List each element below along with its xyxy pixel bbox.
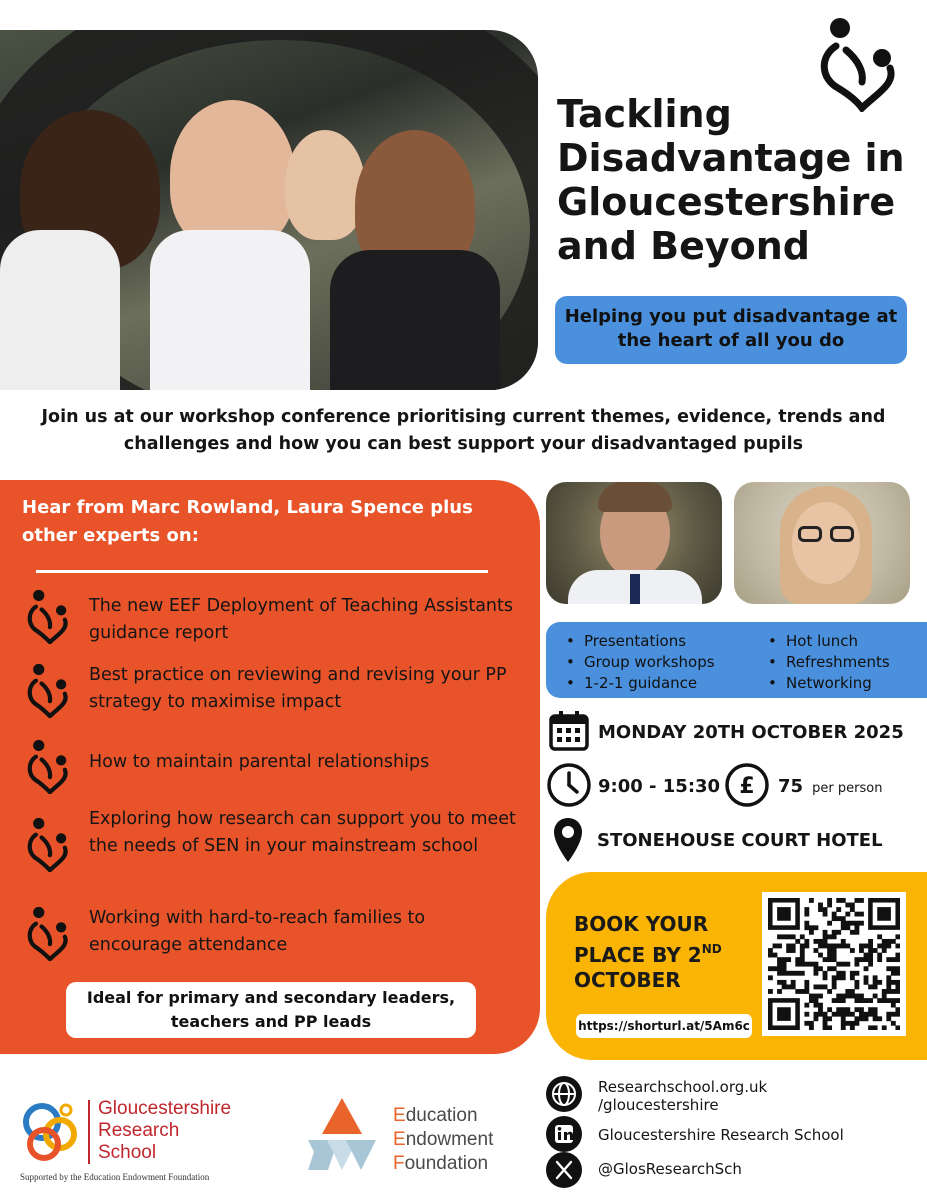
topic-item: Working with hard-to-reach families to encourage attendance [89, 908, 426, 955]
event-time: 9:00 - 15:30 [598, 776, 721, 797]
booking-link[interactable]: https://shorturl.at/5Am6c [576, 1014, 752, 1038]
eef-name-line [393, 1128, 493, 1152]
grs-divider [88, 1100, 90, 1164]
topic-item: Exploring how research can support you to meet the needs of SEN in your mainstream school [89, 809, 516, 856]
intro-text: Join us at our workshop conference prioritising current themes, evidence, trends and challenges and how you can best support your disadvantaged pupils [41, 407, 886, 454]
eef-name-line [393, 1152, 493, 1176]
topic-item: The new EEF Deployment of Teaching Assistants guidance report [89, 596, 514, 643]
website-link[interactable] [598, 1078, 767, 1114]
topic-item: How to maintain parental relationships [89, 752, 430, 772]
eef-name-line [393, 1104, 493, 1128]
price-suffix: per person [812, 781, 883, 796]
website-line: Researchschool.org.uk [598, 1078, 768, 1096]
qr-code[interactable] [762, 892, 906, 1036]
linkedin-link[interactable]: Gloucestershire Research School [598, 1126, 844, 1144]
heart-people-icon [24, 662, 74, 718]
grs-name-line: Research [98, 1120, 180, 1141]
event-price [778, 776, 882, 797]
eef-initial: E [393, 1129, 406, 1150]
heart-people-icon [24, 588, 74, 644]
booking-line [574, 937, 764, 968]
feature-item: • Presentations [566, 631, 756, 652]
globe-icon[interactable] [546, 1076, 582, 1112]
x-link[interactable]: @GlosResearchSch [598, 1160, 742, 1178]
features-list-left [566, 631, 756, 694]
website-line: /gloucestershire [598, 1096, 719, 1114]
eef-initial: E [393, 1105, 406, 1126]
features-list-right [768, 631, 918, 694]
eef-logo-icon [304, 1098, 380, 1172]
booking-deadline [574, 912, 764, 993]
price-value: 75 [778, 776, 804, 797]
booking-line-sup: ND [701, 942, 722, 956]
feature-item: • Hot lunch [768, 631, 918, 652]
clock-icon [546, 762, 592, 808]
speaker-photo-marc-rowland [546, 482, 722, 604]
heart-people-icon [24, 816, 74, 872]
eef-rest: oundation [404, 1153, 489, 1174]
grs-name-line: Gloucestershire [98, 1098, 232, 1119]
booking-line-text: PLACE BY 2 [574, 943, 702, 967]
speakers-heading: Hear from Marc Rowland, Laura Spence plus other experts on: [22, 497, 473, 546]
page-title: Tackling Disadvantage in Gloucestershire and Beyond [557, 92, 905, 268]
feature-item: • Networking [768, 673, 918, 694]
audience-note: Ideal for primary and secondary leaders, teachers and PP leads [66, 982, 476, 1038]
linkedin-icon[interactable] [546, 1116, 582, 1152]
x-twitter-icon[interactable] [546, 1152, 582, 1188]
booking-line: OCTOBER [574, 968, 681, 992]
grs-supported-by: Supported by the Education Endowment Foundation [20, 1172, 210, 1182]
feature-item: • Refreshments [768, 652, 918, 673]
eef-name [393, 1104, 493, 1176]
pound-icon [724, 762, 770, 808]
subtitle-banner: Helping you put disadvantage at the heart of all you do [555, 296, 907, 364]
hero-photo [0, 30, 538, 390]
event-venue: STONEHOUSE COURT HOTEL [597, 830, 883, 851]
event-date: MONDAY 20TH OCTOBER 2025 [598, 722, 904, 743]
qr-code-graphic [768, 898, 900, 1030]
eef-rest: ducation [405, 1105, 478, 1126]
svg-text:£: £ [739, 774, 755, 799]
speaker-photo-laura-spence [734, 482, 910, 604]
grs-name [98, 1098, 231, 1164]
booking-line: BOOK YOUR [574, 912, 709, 936]
feature-item: • 1-2-1 guidance [566, 673, 756, 694]
topic-item: Best practice on reviewing and revising your PP strategy to maximise impact [89, 665, 507, 712]
eef-rest: ndowment [405, 1129, 494, 1150]
location-pin-icon [552, 816, 584, 866]
grs-name-line: School [98, 1142, 157, 1163]
heart-people-icon [24, 738, 74, 794]
eef-initial: F [393, 1153, 405, 1174]
grs-logo-icon [20, 1100, 84, 1166]
feature-item: • Group workshops [566, 652, 756, 673]
heart-people-icon [24, 905, 74, 961]
divider [36, 570, 488, 573]
calendar-icon [548, 710, 590, 752]
